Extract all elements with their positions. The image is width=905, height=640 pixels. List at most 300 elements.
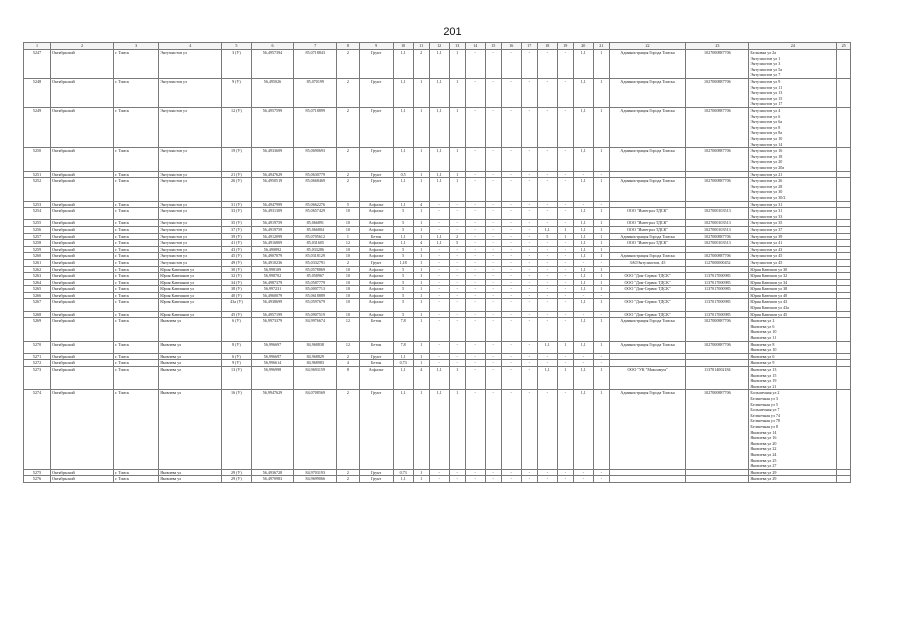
- cell-col-3: г. Томск: [114, 318, 159, 341]
- cell-col-21: 1: [593, 318, 609, 341]
- cell-col-12: 1,1: [429, 50, 449, 79]
- cell-col-7: 85,0597679: [294, 299, 337, 311]
- cell-col-16: -: [501, 286, 521, 293]
- cell-col-2: Октябрьский: [51, 390, 114, 469]
- cell-col-2: Октябрьский: [51, 353, 114, 360]
- table-row: [24, 233, 851, 240]
- column-header-24: 24: [749, 43, 837, 50]
- cell-col-4: Энтузиастов ул: [159, 108, 222, 148]
- cell-col-5: 45 (У): [222, 253, 251, 260]
- cell-col-22: ООО "УК "Максимум": [609, 367, 686, 390]
- cell-col-19: -: [557, 79, 573, 108]
- cell-col-20: -: [573, 476, 593, 483]
- cell-col-8: 10: [337, 246, 360, 253]
- cell-col-8: 2: [337, 469, 360, 476]
- address-line: Энтузиастов ул 9: [750, 79, 781, 84]
- address-list-cell: [749, 273, 837, 280]
- cell-col-22: [609, 469, 686, 476]
- cell-col-2: Октябрьский: [51, 50, 114, 79]
- column-header-14: 14: [465, 43, 485, 50]
- address-line: Бельчечная ул 78: [750, 418, 780, 424]
- cell-col-7: 85,0662276: [294, 201, 337, 208]
- cell-col-9: Асфальт: [359, 279, 393, 286]
- address-line: Яковлева ул 10: [750, 329, 777, 335]
- address-list-cell: [749, 390, 837, 469]
- cell-col-22: [609, 353, 686, 360]
- cell-col-3: г. Томск: [114, 341, 159, 353]
- address-line: Энтузиастов ул 30: [750, 189, 783, 195]
- cell-col-19: 1: [557, 226, 573, 233]
- cell-col-18: -: [537, 279, 557, 286]
- cell-col-9: Асфальт: [359, 299, 393, 311]
- cell-col-23: 1027000103513: [686, 220, 749, 227]
- cell-col-9: Грунт: [359, 178, 393, 201]
- cell-col-7: 85,0668469: [294, 178, 337, 201]
- address-list-cell: [749, 201, 837, 208]
- address-line: Яковлева ул 15: [750, 372, 777, 378]
- cell-col-10: 0,5: [393, 171, 413, 178]
- cell-col-13: -: [449, 208, 465, 220]
- address-line: Большечная ул 7: [750, 407, 780, 413]
- cell-col-8: 10: [337, 208, 360, 220]
- cell-col-8: 10: [337, 286, 360, 293]
- cell-col-19: -: [557, 299, 573, 311]
- cell-col-22: [609, 266, 686, 273]
- cell-col-4: Яковлева ул: [159, 341, 222, 353]
- cell-col-14: -: [465, 360, 485, 367]
- cell-col-21: -: [593, 259, 609, 266]
- cell-col-7: 85,066891: [294, 220, 337, 227]
- table-row: [24, 286, 851, 293]
- empty-cell: [837, 273, 851, 280]
- cell-col-13: -: [449, 279, 465, 286]
- cell-col-13: -: [449, 259, 465, 266]
- cell-col-21: -: [593, 201, 609, 208]
- cell-col-11: 1: [413, 299, 429, 311]
- cell-col-16: -: [501, 341, 521, 353]
- cell-col-15: -: [485, 266, 501, 273]
- cell-col-6: 56,996697: [251, 353, 294, 360]
- address-line: Яковлева ул 19: [750, 378, 777, 384]
- cell-col-5: 45 (У): [222, 311, 251, 318]
- cell-col-2: Октябрьский: [51, 246, 114, 253]
- cell-col-11: 1: [413, 360, 429, 367]
- cell-col-18: 5: [537, 233, 557, 240]
- empty-cell: [837, 286, 851, 293]
- cell-col-7: 84,9699066: [294, 476, 337, 483]
- cell-col-9: Асфальт: [359, 246, 393, 253]
- cell-col-9: Бетон: [359, 360, 393, 367]
- cell-col-23: [686, 353, 749, 360]
- cell-col-13: -: [449, 292, 465, 299]
- address-list-cell: [749, 279, 837, 286]
- cell-col-8: 10: [337, 273, 360, 280]
- column-header-13: 13: [449, 43, 465, 50]
- cell-col-16: -: [501, 476, 521, 483]
- cell-col-16: -: [501, 226, 521, 233]
- address-line: Юрия Кавешов ул 38: [750, 286, 788, 292]
- cell-col-23: 1027000887706: [686, 341, 749, 353]
- cell-col-13: -: [449, 286, 465, 293]
- cell-col-17: -: [521, 226, 537, 233]
- address-list-cell: [749, 311, 837, 318]
- cell-col-4: Юрия Кавешнов ул: [159, 286, 222, 293]
- empty-cell: [837, 50, 851, 79]
- cell-col-18: -: [537, 148, 557, 171]
- cell-col-13: -: [449, 353, 465, 360]
- cell-col-21: 1: [593, 178, 609, 201]
- cell-col-12: 1,1: [429, 148, 449, 171]
- cell-col-12: 1,1: [429, 240, 449, 247]
- cell-col-12: -: [429, 353, 449, 360]
- cell-col-20: 1,1: [573, 240, 593, 247]
- cell-col-10: 5: [393, 208, 413, 220]
- cell-col-4: Энтузиастов ул: [159, 226, 222, 233]
- cell-col-2: Октябрьский: [51, 360, 114, 367]
- cell-col-8: 4: [337, 360, 360, 367]
- cell-col-2: Октябрьский: [51, 201, 114, 208]
- address-line: Энтузиастов ул 13: [750, 90, 783, 96]
- cell-col-8: 2: [337, 108, 360, 148]
- cell-col-9: Грунт: [359, 390, 393, 469]
- cell-col-4: Энтузиастов ул: [159, 50, 222, 79]
- cell-col-11: 1: [413, 259, 429, 266]
- cell-col-11: 1: [413, 220, 429, 227]
- cell-col-11: 1: [413, 469, 429, 476]
- cell-col-23: [686, 266, 749, 273]
- address-list-cell: [749, 220, 837, 227]
- empty-cell: [837, 259, 851, 266]
- cell-col-2: Октябрьский: [51, 286, 114, 293]
- column-header-7: 7: [294, 43, 337, 50]
- cell-col-22: [609, 201, 686, 208]
- address-line: Бельчечная ул 5: [750, 401, 778, 407]
- cell-col-18: -: [537, 178, 557, 201]
- cell-col-10: 5: [393, 266, 413, 273]
- column-header-16: 16: [501, 43, 521, 50]
- cell-col-8: 10: [337, 266, 360, 273]
- cell-col-3: г. Томск: [114, 208, 159, 220]
- cell-col-16: -: [501, 390, 521, 469]
- cell-col-9: Асфальт: [359, 286, 393, 293]
- cell-col-13: -: [449, 201, 465, 208]
- cell-col-10: 1,1: [393, 50, 413, 79]
- cell-col-10: 1,1: [393, 148, 413, 171]
- cell-col-12: 1,1: [429, 79, 449, 108]
- address-line: Юрия Кавешов ул 40: [750, 292, 788, 298]
- address-line: Энтузиастов ул 20а: [750, 164, 785, 170]
- table-row: [24, 292, 851, 299]
- cell-col-5: 8 (У): [222, 341, 251, 353]
- cell-col-11: 1: [413, 353, 429, 360]
- address-line: Яковлева ул 6: [750, 353, 775, 359]
- cell-col-13: -: [449, 246, 465, 253]
- cell-col-6: 56,9973379: [251, 318, 294, 341]
- column-header-11: 11: [413, 43, 429, 50]
- cell-col-22: [609, 360, 686, 367]
- cell-col-5: 35 (У): [222, 220, 251, 227]
- address-list-cell: [749, 341, 837, 353]
- cell-col-9: Грунт: [359, 469, 393, 476]
- cell-col-15: -: [485, 108, 501, 148]
- cell-col-1: 5272: [24, 360, 51, 367]
- cell-col-19: -: [557, 148, 573, 171]
- cell-col-14: -: [465, 286, 485, 293]
- cell-col-3: г. Томск: [114, 360, 159, 367]
- cell-col-16: -: [501, 469, 521, 476]
- cell-col-3: г. Томск: [114, 79, 159, 108]
- cell-col-6: 56,4960079: [251, 292, 294, 299]
- table-row: [24, 273, 851, 280]
- address-list-cell: [749, 50, 837, 79]
- cell-col-23: 1137017000985: [686, 311, 749, 318]
- cell-col-3: г. Томск: [114, 367, 159, 390]
- cell-col-6: 56,996614: [251, 360, 294, 367]
- cell-col-22: [609, 246, 686, 253]
- empty-cell: [837, 390, 851, 469]
- address-line: Яковлева ул 6: [750, 323, 775, 329]
- cell-col-5: 12 (У): [222, 108, 251, 148]
- cell-col-10: 5: [393, 253, 413, 260]
- empty-cell: [837, 220, 851, 227]
- cell-col-14: -: [465, 253, 485, 260]
- cell-col-15: -: [485, 226, 501, 233]
- address-line: Яковлева ул 14: [750, 429, 777, 435]
- empty-cell: [837, 367, 851, 390]
- cell-col-11: 1: [413, 279, 429, 286]
- cell-col-16: -: [501, 292, 521, 299]
- cell-col-4: Энтузиастов ул: [159, 208, 222, 220]
- cell-col-3: г. Томск: [114, 246, 159, 253]
- cell-col-9: Асфальт: [359, 367, 393, 390]
- cell-col-16: -: [501, 220, 521, 227]
- table-row: [24, 360, 851, 367]
- cell-col-17: -: [521, 240, 537, 247]
- cell-col-20: 1,1: [573, 341, 593, 353]
- cell-col-11: 1: [413, 253, 429, 260]
- cell-col-18: -: [537, 246, 557, 253]
- cell-col-13: 1: [449, 108, 465, 148]
- cell-col-8: 2: [337, 79, 360, 108]
- column-header-18: 18: [537, 43, 557, 50]
- cell-col-15: -: [485, 390, 501, 469]
- cell-col-7: 85,0718899: [294, 108, 337, 148]
- cell-col-19: -: [557, 108, 573, 148]
- address-line: Яковлева ул 22: [750, 446, 777, 452]
- cell-col-16: -: [501, 360, 521, 367]
- cell-col-14: -: [465, 279, 485, 286]
- cell-col-18: -: [537, 469, 557, 476]
- cell-col-23: 1137014002184: [686, 367, 749, 390]
- cell-col-4: Энтузиастов ул: [159, 253, 222, 260]
- cell-col-18: -: [537, 220, 557, 227]
- cell-col-18: -: [537, 311, 557, 318]
- cell-col-5: 29 (У): [222, 476, 251, 483]
- cell-col-19: -: [557, 390, 573, 469]
- cell-col-22: Администрация Города Томска: [609, 108, 686, 148]
- cell-col-15: -: [485, 233, 501, 240]
- empty-cell: [837, 311, 851, 318]
- cell-col-11: 1: [413, 171, 429, 178]
- cell-col-4: Юрия Кавешнов ул: [159, 279, 222, 286]
- cell-col-15: -: [485, 469, 501, 476]
- column-header-8: 8: [337, 43, 360, 50]
- address-line: Юрия Кавешов ул 32: [750, 273, 788, 279]
- empty-cell: [837, 246, 851, 253]
- cell-col-19: -: [557, 50, 573, 79]
- cell-col-7: 85,0657429: [294, 208, 337, 220]
- cell-col-11: 1: [413, 226, 429, 233]
- cell-col-23: 1027000887706: [686, 318, 749, 341]
- cell-col-4: Яковлева ул: [159, 476, 222, 483]
- cell-col-3: г. Томск: [114, 201, 159, 208]
- address-list-cell: [749, 178, 837, 201]
- empty-cell: [837, 266, 851, 273]
- cell-col-15: -: [485, 341, 501, 353]
- address-line: Энтузиастов ул 18: [750, 153, 783, 159]
- cell-col-22: ООО "Дом-Сервис ТДСК": [609, 286, 686, 293]
- cell-col-8: 2: [337, 476, 360, 483]
- cell-col-22: ООО "Дом-Сервис ТДСК": [609, 299, 686, 311]
- cell-col-2: Октябрьский: [51, 273, 114, 280]
- cell-col-11: 1: [413, 246, 429, 253]
- cell-col-20: 1,1: [573, 266, 593, 273]
- cell-col-13: -: [449, 273, 465, 280]
- cell-col-6: 56,4957599: [251, 108, 294, 148]
- address-line: Энтузиастов ул 35: [750, 220, 783, 226]
- cell-col-8: 2: [337, 390, 360, 469]
- address-line: Яковлева ул 13: [750, 367, 777, 373]
- cell-col-6: 56,4970983: [251, 476, 294, 483]
- cell-col-14: -: [465, 367, 485, 390]
- address-list-cell: [749, 360, 837, 367]
- cell-col-15: -: [485, 476, 501, 483]
- cell-col-20: 1,1: [573, 178, 593, 201]
- register-table-container: [23, 42, 851, 483]
- table-row: [24, 246, 851, 253]
- cell-col-7: 85,0007713: [294, 286, 337, 293]
- cell-col-23: [686, 201, 749, 208]
- cell-col-12: -: [429, 273, 449, 280]
- cell-col-1: 5261: [24, 259, 51, 266]
- cell-col-17: -: [521, 246, 537, 253]
- cell-col-12: -: [429, 208, 449, 220]
- cell-col-3: г. Томск: [114, 299, 159, 311]
- cell-col-15: -: [485, 171, 501, 178]
- cell-col-6: 56,4950519: [251, 178, 294, 201]
- cell-col-2: Октябрьский: [51, 240, 114, 247]
- cell-col-11: 1: [413, 79, 429, 108]
- table-row: [24, 311, 851, 318]
- cell-col-17: -: [521, 390, 537, 469]
- column-header-19: 19: [557, 43, 573, 50]
- cell-col-5: 29 (У): [222, 469, 251, 476]
- cell-col-5: 3 (У): [222, 50, 251, 79]
- cell-col-9: Асфальт: [359, 208, 393, 220]
- cell-col-11: 1: [413, 476, 429, 483]
- cell-col-4: Юрия Кавешнов ул: [159, 273, 222, 280]
- address-list-cell: [749, 476, 837, 483]
- cell-col-5: 30 (У): [222, 266, 251, 273]
- cell-col-14: -: [465, 220, 485, 227]
- cell-col-6: 56,4947999: [251, 201, 294, 208]
- cell-col-3: г. Томск: [114, 311, 159, 318]
- address-line: Энтузиастов ул 31: [750, 208, 783, 214]
- cell-col-19: -: [557, 266, 573, 273]
- cell-col-1: 5250: [24, 148, 51, 171]
- cell-col-9: Асфальт: [359, 273, 393, 280]
- cell-col-14: -: [465, 341, 485, 353]
- cell-col-1: 5257: [24, 233, 51, 240]
- cell-col-5: 43 (У): [222, 246, 251, 253]
- cell-col-8: 10: [337, 279, 360, 286]
- cell-col-20: 1,1: [573, 79, 593, 108]
- cell-col-15: -: [485, 246, 501, 253]
- cell-col-21: 1: [593, 390, 609, 469]
- cell-col-8: 2: [337, 259, 360, 266]
- cell-col-16: -: [501, 178, 521, 201]
- cell-col-23: 1137017000985: [686, 279, 749, 286]
- address-line: Энтузиастов ул 17: [750, 101, 783, 107]
- cell-col-20: -: [573, 201, 593, 208]
- table-row: [24, 341, 851, 353]
- address-line: Бельовка ул 2а: [750, 50, 777, 55]
- cell-col-9: Грунт: [359, 171, 393, 178]
- cell-col-23: 1027000103513: [686, 226, 749, 233]
- cell-col-14: -: [465, 273, 485, 280]
- cell-col-12: -: [429, 318, 449, 341]
- cell-col-10: 1,1: [393, 201, 413, 208]
- cell-col-11: 1: [413, 233, 429, 240]
- table-row: [24, 469, 851, 476]
- column-header-9: 9: [359, 43, 393, 50]
- cell-col-23: [686, 360, 749, 367]
- cell-col-12: -: [429, 360, 449, 367]
- cell-col-7: 84,968829: [294, 353, 337, 360]
- address-line: Большечная ул 2: [750, 390, 780, 396]
- cell-col-13: -: [449, 341, 465, 353]
- address-list-cell: [749, 292, 837, 299]
- cell-col-19: -: [557, 286, 573, 293]
- address-list-cell: [749, 259, 837, 266]
- cell-col-2: Октябрьский: [51, 469, 114, 476]
- cell-col-17: -: [521, 79, 537, 108]
- cell-col-3: г. Томск: [114, 108, 159, 148]
- cell-col-23: 1027000103513: [686, 240, 749, 247]
- cell-col-9: Асфальт: [359, 253, 393, 260]
- cell-col-15: -: [485, 220, 501, 227]
- cell-col-19: -: [557, 259, 573, 266]
- cell-col-4: Юрия Кавешнов ул: [159, 311, 222, 318]
- cell-col-12: -: [429, 299, 449, 311]
- cell-col-21: 1: [593, 79, 609, 108]
- cell-col-2: Октябрьский: [51, 178, 114, 201]
- cell-col-16: -: [501, 299, 521, 311]
- address-list-cell: [749, 367, 837, 390]
- address-line: Бельчечная ул 8: [750, 423, 778, 429]
- cell-col-17: -: [521, 286, 537, 293]
- cell-col-3: г. Томск: [114, 178, 159, 201]
- table-body: [24, 50, 851, 483]
- cell-col-12: -: [429, 341, 449, 353]
- cell-col-17: -: [521, 208, 537, 220]
- cell-col-20: -: [573, 311, 593, 318]
- cell-col-6: 56,4910236: [251, 259, 294, 266]
- column-header-25: 25: [837, 43, 851, 50]
- cell-col-18: 1,1: [537, 341, 557, 353]
- cell-col-6: 56,998109: [251, 266, 294, 273]
- address-list-cell: [749, 79, 837, 108]
